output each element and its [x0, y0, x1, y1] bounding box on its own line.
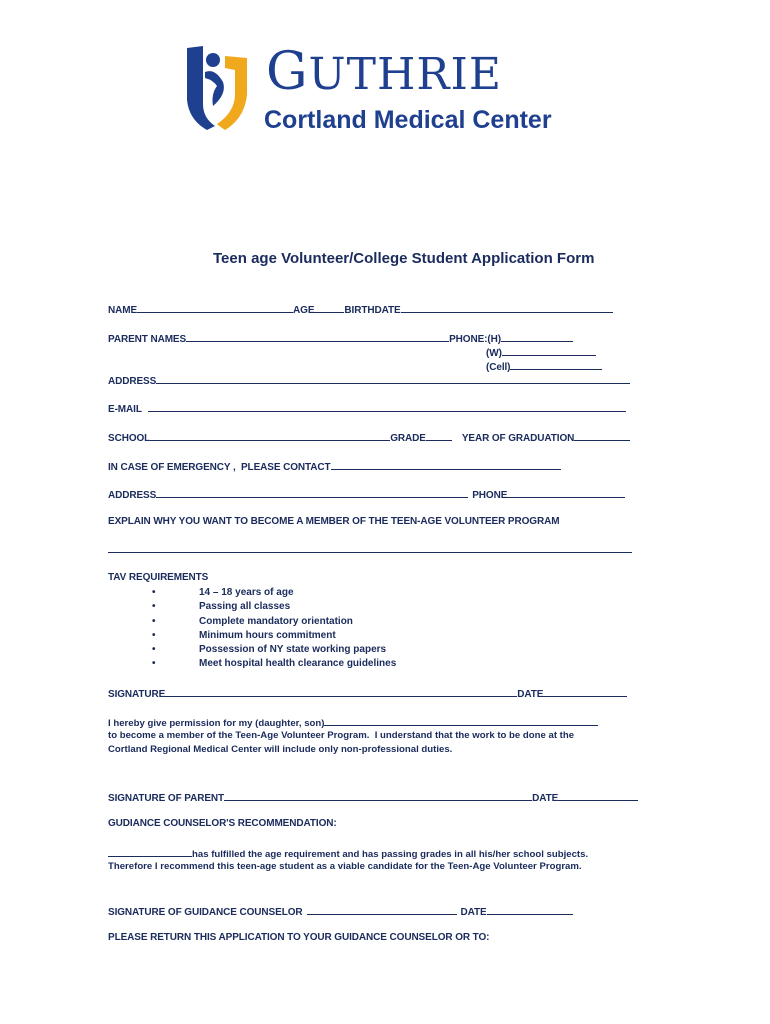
parent-date-label: DATE	[532, 793, 559, 804]
phone-cell-label: (Cell)	[486, 362, 511, 373]
form-title: Teen age Volunteer/College Student Application Form	[213, 250, 595, 267]
brand-subtitle: Cortland Medical Center	[264, 106, 552, 134]
address-label: ADDRESS	[108, 376, 157, 387]
name-field[interactable]	[137, 302, 293, 313]
permission-line-3: Cortland Regional Medical Center will include only non-professional duties.	[108, 744, 453, 755]
birthdate-label: BIRTHDATE	[344, 305, 401, 316]
age-label: AGE	[293, 305, 315, 316]
requirement-item: • Meet hospital health clearance guidelines	[150, 657, 396, 671]
parent-date-field[interactable]	[558, 790, 638, 801]
signature-date-field[interactable]	[543, 686, 627, 697]
phone-cell-field[interactable]	[510, 359, 602, 370]
counselor-heading: GUDIANCE COUNSELOR'S RECOMMENDATION:	[108, 818, 337, 829]
requirement-item: • Possession of NY state working papers	[150, 643, 396, 657]
emergency-line	[108, 459, 561, 473]
phone-cell-line	[486, 359, 602, 373]
explain-field[interactable]	[108, 552, 632, 553]
requirement-item: • Complete mandatory orientation	[150, 615, 396, 629]
counselor-text-1: has fulfilled the age requirement and has passing grades in all his/her school subjects.	[192, 849, 589, 860]
parent-signature-field[interactable]	[224, 790, 532, 801]
counselor-signature-field[interactable]	[307, 904, 457, 915]
phone-home-field[interactable]	[501, 331, 573, 342]
signature-field[interactable]	[165, 686, 517, 697]
requirement-item: • Passing all classes	[150, 600, 396, 614]
signature-date-label: DATE	[517, 689, 544, 700]
parent-signature-line	[108, 790, 638, 804]
counselor-date-field[interactable]	[487, 904, 573, 915]
emergency-label: IN CASE OF EMERGENCY , PLEASE CONTACT	[108, 462, 331, 473]
address-line	[108, 373, 630, 387]
student-name-field[interactable]	[108, 846, 192, 857]
emergency-phone-label: PHONE	[472, 490, 508, 501]
counselor-signature-line	[108, 904, 573, 918]
emergency-address-field[interactable]	[156, 487, 468, 498]
emergency-phone-field[interactable]	[507, 487, 625, 498]
child-name-field[interactable]	[324, 715, 598, 726]
phone-home-label: PHONE:(H)	[449, 334, 501, 345]
email-label: E-MAIL	[108, 404, 142, 415]
signature-label: SIGNATURE	[108, 689, 166, 700]
graduation-year-field[interactable]	[574, 430, 630, 441]
emergency-address-line	[108, 487, 625, 501]
phone-work-field[interactable]	[502, 345, 596, 356]
permission-text-1: I hereby give permission for my (daughter, son)	[108, 718, 325, 729]
phone-work-line	[486, 345, 596, 359]
brand-name: GUTHRIE	[266, 42, 502, 102]
counselor-signature-label: SIGNATURE OF GUIDANCE COUNSELOR	[108, 907, 303, 918]
grade-field[interactable]	[426, 430, 452, 441]
parent-names-field[interactable]	[186, 331, 449, 342]
birthdate-field[interactable]	[401, 302, 613, 313]
school-field[interactable]	[150, 430, 390, 441]
counselor-line-2: Therefore I recommend this teen-age student as a viable candidate for the Teen-Age Volunteer Program.	[108, 861, 582, 872]
guthrie-logo-icon	[185, 42, 249, 132]
parent-signature-label: SIGNATURE OF PARENT	[108, 793, 225, 804]
parent-names-label: PARENT NAMES	[108, 334, 187, 345]
address-field[interactable]	[156, 373, 630, 384]
requirement-item: • Minimum hours commitment	[150, 629, 396, 643]
graduation-year-label: YEAR OF GRADUATION	[461, 433, 575, 444]
requirements-list	[150, 586, 396, 672]
return-note: PLEASE RETURN THIS APPLICATION TO YOUR GUIDANCE COUNSELOR OR TO:	[108, 932, 490, 943]
explain-label: EXPLAIN WHY YOU WANT TO BECOME A MEMBER OF THE TEEN-AGE VOLUNTEER PROGRAM	[108, 516, 560, 527]
email-field[interactable]	[148, 401, 626, 412]
name-line	[108, 302, 613, 316]
requirement-item: • 14 – 18 years of age	[150, 586, 396, 600]
phone-work-label: (W)	[486, 348, 502, 359]
permission-line-2: to become a member of the Teen-Age Volunteer Program. I understand that the work to be done at the	[108, 730, 575, 741]
requirements-heading: TAV REQUIREMENTS	[108, 572, 209, 583]
parent-names-line	[108, 331, 573, 345]
emergency-field[interactable]	[331, 459, 561, 470]
school-label: SCHOOL	[108, 433, 151, 444]
signature-line	[108, 686, 627, 700]
school-line	[108, 430, 630, 444]
emergency-address-label: ADDRESS	[108, 490, 157, 501]
name-label: NAME	[108, 305, 138, 316]
counselor-date-label: DATE	[460, 907, 487, 918]
email-line	[108, 401, 626, 415]
age-field[interactable]	[314, 302, 344, 313]
grade-label: GRADE	[390, 433, 426, 444]
